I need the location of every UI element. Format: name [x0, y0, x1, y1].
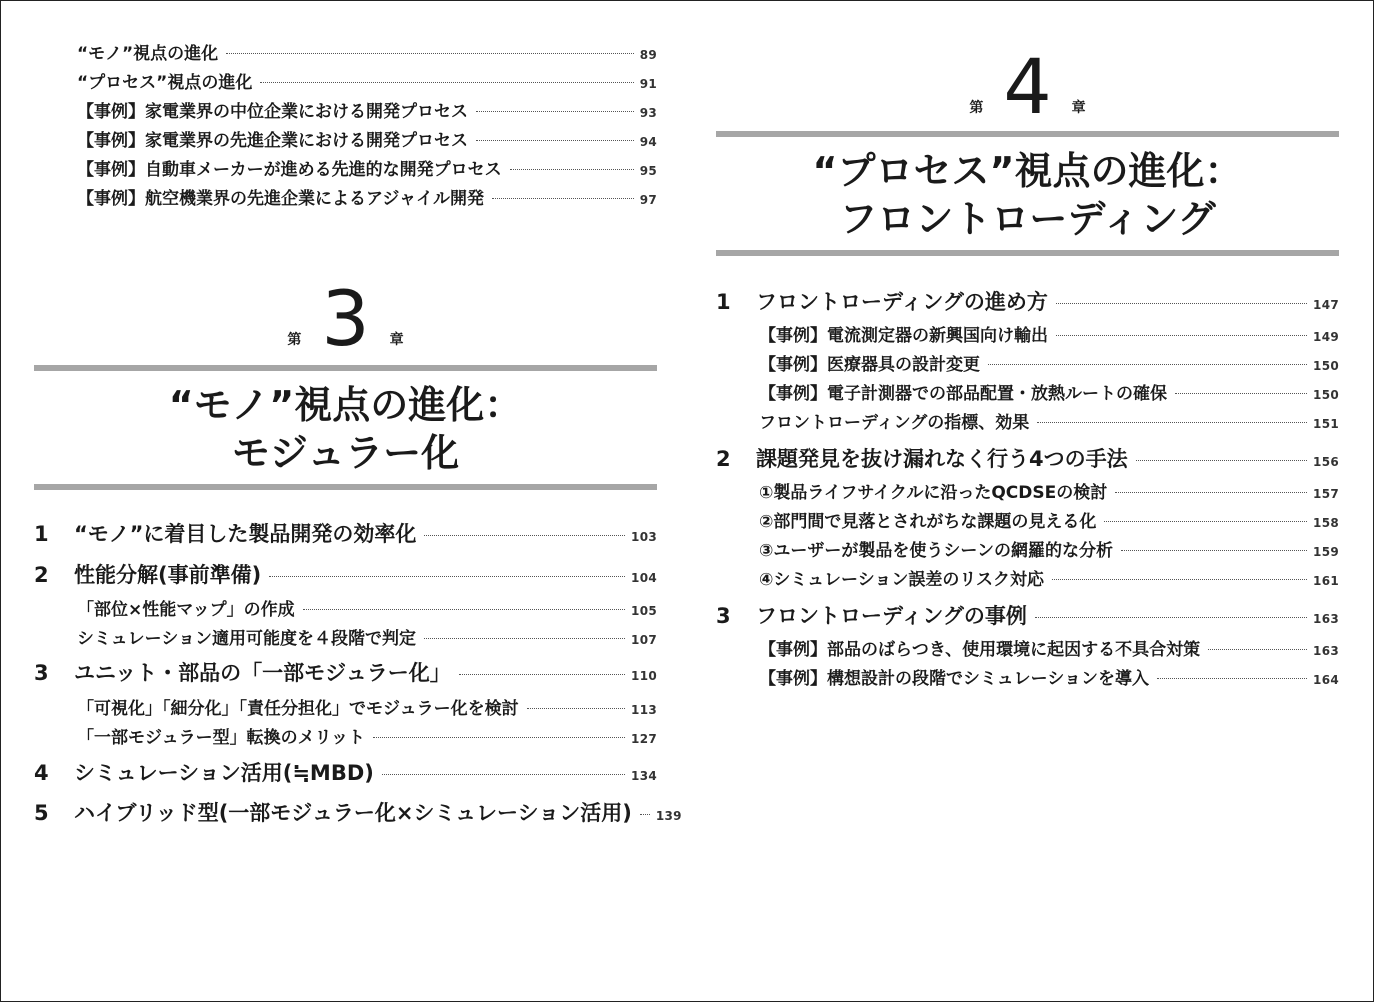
dot-leader — [260, 82, 633, 83]
chapter-suffix: 章 — [1071, 100, 1086, 116]
dot-leader — [226, 53, 634, 54]
dot-leader — [492, 198, 634, 199]
dot-leader — [1115, 492, 1307, 493]
chapter-bottom-rule — [716, 250, 1339, 256]
toc-entry[interactable] — [34, 624, 657, 649]
toc-entry[interactable] — [716, 536, 1339, 561]
dot-leader — [1121, 550, 1307, 551]
dot-leader — [269, 576, 625, 577]
toc-entry[interactable] — [34, 126, 657, 151]
chapter-number: 3 — [321, 274, 370, 363]
dot-leader — [424, 535, 625, 536]
section-number: 1 — [34, 522, 49, 546]
section-number: 2 — [716, 447, 731, 471]
toc-entry-page: 149 — [1313, 330, 1339, 344]
dot-leader — [1157, 678, 1307, 679]
toc-entry-title: フロントローディングの進め方 — [756, 290, 1048, 314]
dot-leader — [1208, 649, 1307, 650]
toc-entry[interactable] — [34, 694, 657, 719]
toc-entry-title: ハイブリッド型(一部モジュラー化×シミュレーション活用) — [74, 801, 632, 825]
dot-leader — [510, 169, 634, 170]
toc-entry-page: 159 — [1313, 545, 1339, 559]
dot-leader — [1035, 617, 1307, 618]
toc-entry-title: “モノ”に着目した製品開発の効率化 — [74, 522, 417, 546]
toc-entry[interactable] — [716, 478, 1339, 503]
toc-entry-page: 104 — [631, 571, 657, 585]
toc-entry-title: 性能分解(事前準備) — [74, 563, 262, 587]
toc-section[interactable] — [716, 600, 1339, 630]
toc-entry-title: 【事例】家電業界の先進企業における開発プロセス — [77, 131, 468, 151]
dot-leader — [382, 774, 625, 775]
chapter-title-line2: モジュラー化 — [231, 431, 460, 475]
dot-leader — [1037, 422, 1307, 423]
dot-leader — [1056, 303, 1307, 304]
toc-entry-page: 158 — [1313, 516, 1339, 530]
toc-entry-page: 110 — [631, 669, 657, 683]
toc-entry-page: 163 — [1313, 644, 1339, 658]
chapter-3-mark — [34, 274, 657, 363]
toc-entry-title: 【事例】航空機業界の先進企業によるアジャイル開発 — [77, 189, 484, 209]
toc-section[interactable] — [716, 286, 1339, 316]
dot-leader — [459, 674, 625, 675]
toc-entry-title: “モノ”視点の進化 — [77, 44, 219, 64]
chapter-3-title — [34, 381, 657, 477]
toc-section[interactable] — [716, 443, 1339, 473]
toc-entry-title: 「一部モジュラー型」転換のメリット — [77, 728, 365, 748]
toc-entry-page: 103 — [631, 530, 657, 544]
dot-leader — [303, 609, 625, 610]
dot-leader — [373, 737, 625, 738]
toc-entry-page: 150 — [1313, 359, 1339, 373]
toc-entry[interactable] — [34, 68, 657, 93]
dot-leader — [988, 364, 1307, 365]
toc-entry-page: 113 — [631, 703, 657, 717]
toc-entry-title: フロントローディングの事例 — [756, 604, 1027, 628]
toc-entry-page: 139 — [655, 809, 682, 823]
section-number: 1 — [716, 290, 731, 314]
dot-leader — [1136, 460, 1307, 461]
toc-entry-title: 【事例】自動車メーカーが進める先進的な開発プロセス — [77, 160, 502, 180]
section-number: 2 — [34, 563, 49, 587]
toc-section[interactable] — [34, 797, 682, 827]
toc-entry[interactable] — [34, 595, 657, 620]
toc-entry-title: 課題発見を抜け漏れなく行う4つの手法 — [756, 447, 1128, 471]
dot-leader — [527, 708, 625, 709]
toc-entry[interactable] — [716, 408, 1339, 433]
toc-entry[interactable] — [34, 39, 657, 64]
dot-leader — [1052, 579, 1307, 580]
toc-entry-title: ユニット・部品の「一部モジュラー化」 — [74, 661, 451, 685]
toc-entry[interactable] — [716, 350, 1339, 375]
chapter-prefix: 第 — [969, 100, 984, 116]
toc-entry[interactable] — [34, 155, 657, 180]
dot-leader — [476, 111, 634, 112]
toc-entry-title: 【事例】電流測定器の新興国向け輸出 — [759, 326, 1048, 346]
chapter-bottom-rule — [34, 484, 657, 490]
chapter-4-title — [716, 147, 1339, 243]
chapter-title-line1: “モノ”視点の進化： — [168, 383, 523, 427]
toc-entry-title: ④シミュレーション誤差のリスク対応 — [759, 570, 1045, 590]
chapter-suffix: 章 — [389, 332, 404, 348]
chapter-4-mark — [716, 42, 1339, 131]
toc-entry[interactable] — [716, 507, 1339, 532]
toc-entry-title: フロントローディングの指標、効果 — [759, 413, 1030, 433]
toc-entry-title: ①製品ライフサイクルに沿ったQCDSEの検討 — [759, 483, 1108, 503]
section-number: 3 — [34, 661, 49, 685]
toc-entry-page: 107 — [631, 633, 657, 647]
chapter-number: 4 — [1003, 42, 1052, 131]
toc-section[interactable] — [34, 757, 657, 787]
toc-entry-page: 93 — [639, 106, 657, 120]
toc-entry[interactable] — [34, 97, 657, 122]
dot-leader — [1056, 335, 1307, 336]
toc-entry-title: 【事例】構想設計の段階でシミュレーションを導入 — [759, 669, 1149, 689]
toc-entry[interactable] — [716, 635, 1339, 660]
dot-leader — [424, 638, 625, 639]
toc-entry-title: 【事例】医療器具の設計変更 — [759, 355, 980, 375]
toc-entry-page: 127 — [631, 732, 657, 746]
toc-entry[interactable] — [34, 723, 657, 748]
toc-entry-title: 【事例】電子計測器での部品配置・放熱ルートの確保 — [759, 384, 1167, 404]
section-number: 4 — [34, 761, 49, 785]
toc-entry-page: 94 — [639, 135, 657, 149]
toc-entry-title: 【事例】部品のばらつき、使用環境に起因する不具合対策 — [759, 640, 1201, 660]
toc-section[interactable] — [34, 657, 657, 687]
toc-entry-title: 「部位×性能マップ」の作成 — [77, 600, 295, 620]
chapter-top-rule — [716, 131, 1339, 137]
section-number: 3 — [716, 604, 731, 628]
toc-entry-page: 134 — [631, 769, 657, 783]
toc-entry-page: 95 — [639, 164, 657, 178]
dot-leader — [640, 814, 650, 815]
dot-leader — [1175, 393, 1307, 394]
dot-leader — [476, 140, 634, 141]
toc-entry[interactable] — [34, 184, 657, 209]
toc-entry[interactable] — [716, 321, 1339, 346]
toc-entry-title: ③ユーザーが製品を使うシーンの網羅的な分析 — [759, 541, 1114, 561]
toc-entry-title: シミュレーション活用(≒MBD) — [74, 761, 374, 785]
chapter-prefix: 第 — [287, 332, 302, 348]
toc-entry-page: 150 — [1313, 388, 1339, 402]
toc-entry[interactable] — [716, 664, 1339, 689]
toc-entry-title: “プロセス”視点の進化 — [77, 73, 253, 93]
toc-entry[interactable] — [716, 565, 1339, 590]
chapter-title-line2: フロントローディング — [839, 197, 1216, 241]
chapter-top-rule — [34, 365, 657, 371]
toc-entry-page: 147 — [1313, 298, 1339, 312]
toc-entry-page: 97 — [639, 193, 657, 207]
toc-entry-page: 157 — [1313, 487, 1339, 501]
toc-entry-page: 161 — [1313, 574, 1339, 588]
dot-leader — [1104, 521, 1307, 522]
toc-entry-page: 164 — [1313, 673, 1339, 687]
toc-entry-title: シミュレーション適用可能度を４段階で判定 — [77, 629, 416, 649]
toc-entry-title: ②部門間で見落とされがちな課題の見える化 — [759, 512, 1097, 532]
toc-entry-page: 156 — [1313, 455, 1339, 469]
toc-entry-page: 151 — [1313, 417, 1339, 431]
toc-section[interactable] — [34, 518, 657, 548]
toc-section[interactable] — [34, 559, 657, 589]
toc-entry-title: 【事例】家電業界の中位企業における開発プロセス — [77, 102, 468, 122]
toc-entry-title: 「可視化」「細分化」「責任分担化」でモジュラー化を検討 — [77, 699, 519, 719]
toc-entry-page: 163 — [1313, 612, 1339, 626]
chapter-title-line1: “プロセス”視点の進化： — [812, 149, 1243, 193]
toc-entry-page: 89 — [639, 48, 657, 62]
toc-entry-page: 91 — [639, 77, 657, 91]
toc-entry[interactable] — [716, 379, 1339, 404]
toc-entry-page: 105 — [631, 604, 657, 618]
section-number: 5 — [34, 801, 49, 825]
